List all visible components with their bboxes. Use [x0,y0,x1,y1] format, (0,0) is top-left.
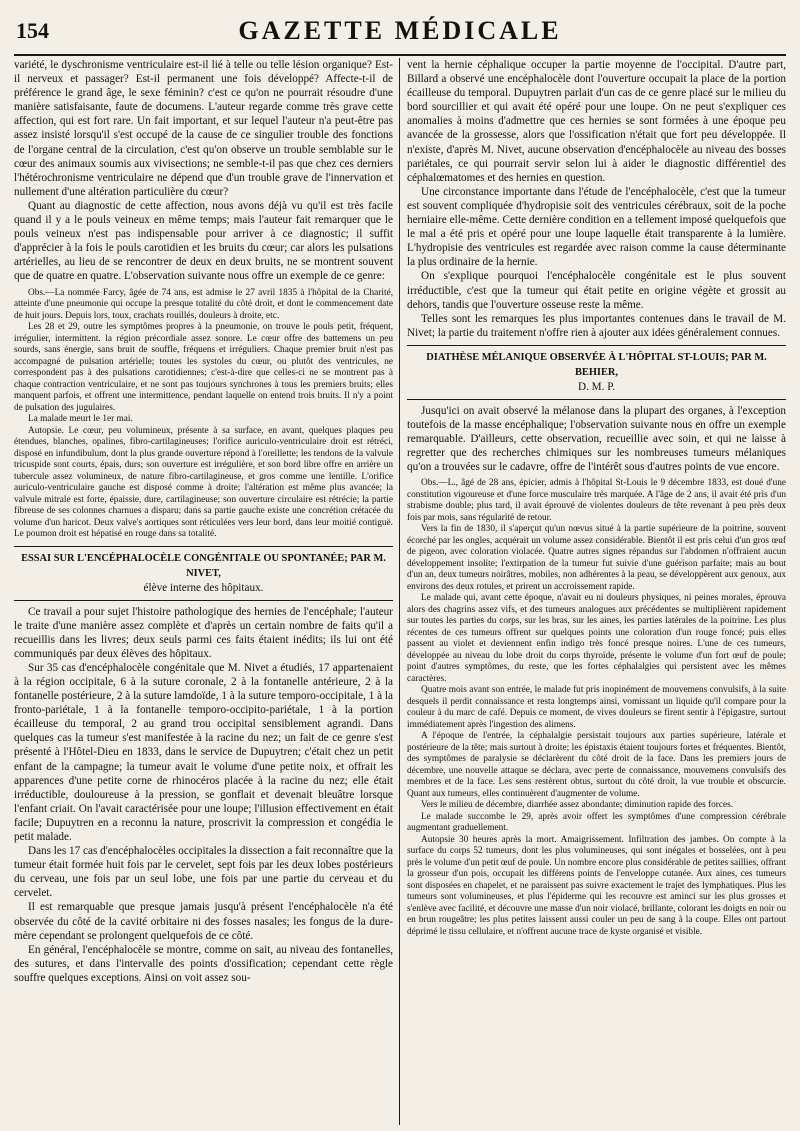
paragraph: Dans les 17 cas d'encéphalocèles occipitales la dissection a fait reconnaître que la tumeur était formée huit fois par le cervelet, sept fois par les deux lobes postérieurs du cerveau, une fois par un seul lobe, une fois par une partie du cerveau et du cervelet. [14,845,394,900]
observation-text: Obs.—La nommée Farcy, âgée de 74 ans, est admise le 27 avril 1835 à l'hôpital de la Charité, atteinte d'une pneumonie qui occupe la presque totalité du côté droit, et dont le commencement date de huit jours. Depuis lors, toux, crachats rouillés, douleurs à droite, etc. [14,287,394,321]
paragraph: En général, l'encéphalocèle se montre, comme on sait, au niveau des fontanelles, des sutures, et dans l'intervalle des points d'ossification; cependant cette règle souffre quelques exceptions. Ainsi on voit assez sou- [14,943,394,984]
paragraph: Telles sont les remarques les plus importantes contenues dans le travail de M. Nivet; la partie du traitement n'offre rien à ajouter aux idées généralement connues. [407,312,787,339]
text-columns [14,58,786,1125]
observation-text: La malade meurt le 1er mai. [28,414,133,424]
section-divider [14,546,393,547]
observation-text: Quatre mois avant son entrée, le malade fut pris inopinément de mouvemens convulsifs, à la suite desquels il perdit connaissance et resta longtemps ainsi, vomissant un liquide qu'il compare pour la couleur à du marc de café. Depuis ce moment, de vives douleurs se firent sentir à l'épigastre, surtout immédiatement après l'ingestion des alimens. [407,685,787,730]
observation-text: Le malade succombe le 29, après avoir offert les symptômes d'une compression cérébrale augmentant graduellement. [407,811,787,834]
section-divider [407,345,786,346]
right-column [400,58,786,1125]
section-divider [14,600,393,601]
observation-text: Vers le milieu de décembre, diarrhée assez abondante; diminution rapide des forces. [421,800,734,811]
paragraph: On s'explique pourquoi l'encéphalocèle congénitale est le plus souvent irréductible, c'est que la tumeur qui était petite en origine végète et grossit au dehors, tandis que l'ouverture osseuse reste la même. [407,270,787,311]
article-title: ESSAI SUR L'ENCÉPHALOCÈLE CONGÉNITALE OU SPONTANÉE; PAR M. NIVET, [21,552,386,579]
paragraph: Quant au diagnostic de cette affection, nous avons déjà vu qu'il est très facile quand il y a le pouls veineux en même temps; mais l'auteur fait remarquer que le pouls veineux n'est pas indispensable pour arriver à ce diagnostic; il suffit d'apprécier à la fois le pouls carotidien et les bruits du cœur; car alors les pulsations artérielles, au lieu de se rencontrer de deux en deux bruits, ne se montrent souvent que de quatre en quatre. L'observation suivante nous offre un exemple de ce genre: [14,199,394,283]
journal-title: GAZETTE MÉDICALE [238,16,562,45]
autopsy-text: Autopsie 30 heures après la mort. Amaigrissement. Infiltration des jambes. On compte à la surface du corps 52 tumeurs, dont les plus volumineuses, qui sont inégales et bosselées, ont à peu près le volume d'un petit œuf de poule. Un nombre encore plus considérable de petites saillies, offrant la grosseur d'un pois, occupait les différens points de l'enveloppe cutanée. Aux aines, ces tumeurs sont disposées en chapelet, et ne paraissent pas suivre exactement le trajet des lymphatiques. Plus les tumeurs sont volumineuses, et plus l'épiderme qui les recouvre est aminci sur les plus grosses et s'enlève avec facilité, et découvre une masse d'un noir violacé, brillante, colorant les doigts en noir ou en brun rougeâtre; les plus petites laissent aussi couler un peu de sang à la coupe. Elles ont partout déprimé le tissu cellulaire, et n'offrent aucune trace de kyste organisé et visible. [407,834,787,937]
paragraph: Ce travail a pour sujet l'histoire pathologique des hernies de l'encéphale; l'auteur le traite d'une manière assez complète et d'après un certain nombre de faits qu'il a recueillis dans les livres; deux seuls parmi ces faits étaient inédits; ils lui ont été communiqués par deux élèves des hôpitaux. [14,605,394,660]
article-title: DIATHÈSE MÉLANIQUE OBSERVÉE À L'HÔPITAL ST-LOUIS; PAR M. BEHIER, [426,351,767,378]
article-author-note: élève interne des hôpitaux. [143,581,264,594]
article-heading-melanose [407,350,786,394]
page-number: 154 [16,18,49,43]
observation-text: Les 28 et 29, outre les symptômes propres à la pneumonie, on trouve le pouls petit, fréquent, irrégulier, intermittent. la région précordiale assez sonore. Le cœur offre des battemens un peu sourds, sans énergie, sans bruit de souffle, fréquens et irréguliers. Chaque premier bruit n'est pas accompagné de pulsation artérielle; toutes les systoles du cœur, ou plutôt des ventricules, ne correspondent pas à des pulsations carotidiennes; c'est-à-dire que celles-ci ne se montrent pas à chaque contraction ventriculaire, et ne sont pas toujours synchrones à tous les premiers bruits; elles manquent parfois, et offrent une intermittence, pendant laquelle on entend trois bruits. Il n'y a point de pulsation des jugulaires. [14,322,394,413]
article-author-note: D. M. P. [578,380,615,393]
paragraph: Une circonstance importante dans l'étude de l'encéphalocèle, c'est que la tumeur est souvent compliquée d'hydropisie soit des ventricules cérébraux, soit de la poche herniaire elle-même. Cette dernière condition en a tellement imposé quelquefois que le mal a été pris et opéré pour une loupe laquelle était transparente à la lumière. L'hydropisie des ventricules est regardée avec raison comme la cause déterminante la plus ordinaire de la hernie. [407,185,787,269]
paragraph: Sur 35 cas d'encéphalocèle congénitale que M. Nivet a étudiés, 17 appartenaient à la région occipitale, 6 à la suture coronale, 2 à la fontanelle antérieure, 2 à la fontanelle postérieure, 2 à la suture lamdoïde, 1 à la suture temporo-occipitale, 1 à la fronto-pariétale, 1 à la fontanelle temporo-occipito-pariétale, 1 à la portion écailleuse du temporal, 2 au grand trou occipital sensiblement agrandi. Dans quelques cas la tumeur s'est manifestée à la racine du nez; un fait de ce genre s'est présenté à l'Hôtel-Dieu en 1833, dans le service de Dupuytren; c'était chez un petit enfant de la campagne; la tumeur avait le volume d'une petite noix, et offrait les apparences d'une petite corne de rhinocéros placée à la racine du nez; elle était irréductible, douloureuse à la pression, se gonflait et devenait bleuâtre lorsque l'enfant criait. On l'avait caractérisée pour une loupe; l'illusion effectivement en était facile; Dupuytren en a reconnu la nature, proscrivit la compression et congédia le petit malade. [14,661,394,843]
article-heading-encephalocele [14,551,393,595]
observation-text: A l'époque de l'entrée, la céphalalgie persistait toujours aux parties supérieure, latérale et postérieure de la tête; mais surtout à droite; les épistaxis étaient toujours fortes et fréquentes. Bientôt, des symptômes de paralysie se déclarèrent du côté droit de la face. Dans les premiers jours de décembre, une nouvelle attaque se déclara, avec perte de connaissance, mouvemens convulsifs des membres et de la face. Les sens restèrent obtus, surtout du côté droit, la vue trouble et obscurcie. Quant aux tumeurs, elles continuèrent d'augmenter de volume. [407,731,787,799]
observation-text: Le malade qui, avant cette époque, n'avait eu ni douleurs physiques, ni peines morales, éprouva alors des chagrins assez vifs, et des tumeurs analogues aux précédentes se multiplièrent rapidement sur toutes les parties du corps, sur les bras, sur les aines, les parties latérales de la poitrine. Les plus récentes de ces tumeurs offrent sur quelques points une coloration d'un rouge foncé; puis elles passent au violet et deviennent enfin indigo très foncé presque noires. L'une de ces tumeurs, développée au niveau du lobe droit du corps thyroïde, présente le volume d'un fort œuf de poule; point d'autres symptômes, du reste, que les fortes céphalalgies qui persistent avec les mêmes caractères. [407,593,787,684]
page-header [14,12,786,56]
observation-text: Obs.—L., âgé de 28 ans, épicier, admis à l'hôpital St-Louis le 9 décembre 1833, est doué d'une constitution vigoureuse et d'une force musculaire très marquée. A l'âge de 2 ans, il avait été pris d'un strabisme double; plus tard, il avait éprouvé de violentes douleurs de tête revenant à peu près deux fois par mois, sans régularité de retour. [407,478,787,523]
paragraph: Jusqu'ici on avait observé la mélanose dans la plupart des organes, à l'exception toutefois de la masse encéphalique; l'observation suivante nous en offre un exemple remarquable. D'ailleurs, cette observation, recueillie avec soin, et qui ne laisse à regretter que des recherches chimiques sur les nombreuses tumeurs mélaniques qu'on a trouvées sur le cadavre, offre de l'intérêt sous d'autres points de vue encore. [407,404,787,474]
paragraph: variété, le dyschronisme ventriculaire est-il lié à telle ou telle lésion organique? Est-il nerveux et passager? Est-il permanent une fois développé? Affecte-t-il de préférence le grand âge, le sexe féminin? c'est ce qu'on ne pourrait résoudre d'une manière satisfaisante, faute de documens. L'auteur regarde comme très grave cette affection, qui est fort rare. Un fait important, et sur lequel l'auteur n'a peut-être pas assez insisté lorsqu'il s'est occupé de la cause de ce singulier trouble des fonctions de l'organe central de la circulation, c'est qu'on observe un trouble semblable sur le cœur des animaux soumis aux vivisections; ne semble-t-il pas que chez ces derniers l'hétérochronisme ventriculaire ne dépend que d'un trouble grave de l'innervation et nullement d'une altération particulière du cœur? [14,59,394,198]
left-column [14,58,399,1125]
paragraph: vent la hernie céphalique occuper la partie moyenne de l'occipital. D'autre part, Billard a observé une encéphalocèle dont l'ouverture occupait la place de la portion écailleuse du temporal. Dupuytren parlait d'un cas de ce genre placé sur le milieu du bord sourcillier et qui avait été opéré pour une loupe. On ne peut s'expliquer ces anomalies à moins d'admettre que ces hernies se sont formées à une époque peu avancée de la grossesse, alors que l'ossification n'était que fort peu développée. Il n'existe, d'après M. Nivet, aucune observation d'encéphalocèle au niveau des bosses pariétales, ce qui pourrait servir selon lui à aider le diagnostic différentiel des céphalœmatomes et des hernies en question. [407,59,787,184]
section-divider [407,399,786,400]
paragraph: Il est remarquable que presque jamais jusqu'à présent l'encéphalocèle n'a été observée du côté de la cavité orbitaire ni des fosses nasales; les fongus de la dure-mère cependant se prolongent quelquefois de ce côté. [14,901,394,942]
observation-text: Vers la fin de 1830, il s'aperçut qu'un nœvus situé à la partie supérieure de la poitrine, souvent écorché par les ongles, acquérait un volume assez considérable. Bientôt il est pris celui d'un gros œuf de pigeon, avec coloration violacée. Quatre autres signes répandus sur l'abdomen n'offraient aucun développement insolite; l'extirpation de la tumeur fut suivie d'une guérison parfaite; mais au bout d'un an, deux tumeurs noirâtres, mobiles, non adhérentes à la peau, se développèrent aux genoux, aux environs des deux rotules, et prirent un accroissement rapide. [407,524,787,592]
autopsy-text: Autopsie. Le cœur, peu volumineux, présente à sa surface, en avant, quelques plaques peu étendues, blanches, opalines, fibro-cartilagineuses; l'orifice auriculo-ventriculaire droit est rétréci, disposé en infundibulum, dont la plus grande ouverture répond à l'oreillette; les tendons de la valvule tricuspide sont courts, épais, durs; son ouverture est irrégulière, et son bord libre offre en arrière un tubercule assez volumineux, de nature fibro-cartilagineuse, et gros comme une lentille. L'orifice auriculo-ventriculaire gauche est disposé comme à droite; l'altération est même plus avancée; la valvule mitrale est forte, épaissie, dure, cartilagineuse; son ouverture circulaire est rétrécie; la partie fibreuse de ses colonnes charnues a disparu; dans sa partie gauche existe une concrétion crétacée du volume d'un haricot. Deux valve's aortiques sont réticulées vers leur bord, dans leur moitié contiguë. Le poumon droit est hépatisé en rouge dans sa totalité. [14,425,394,539]
